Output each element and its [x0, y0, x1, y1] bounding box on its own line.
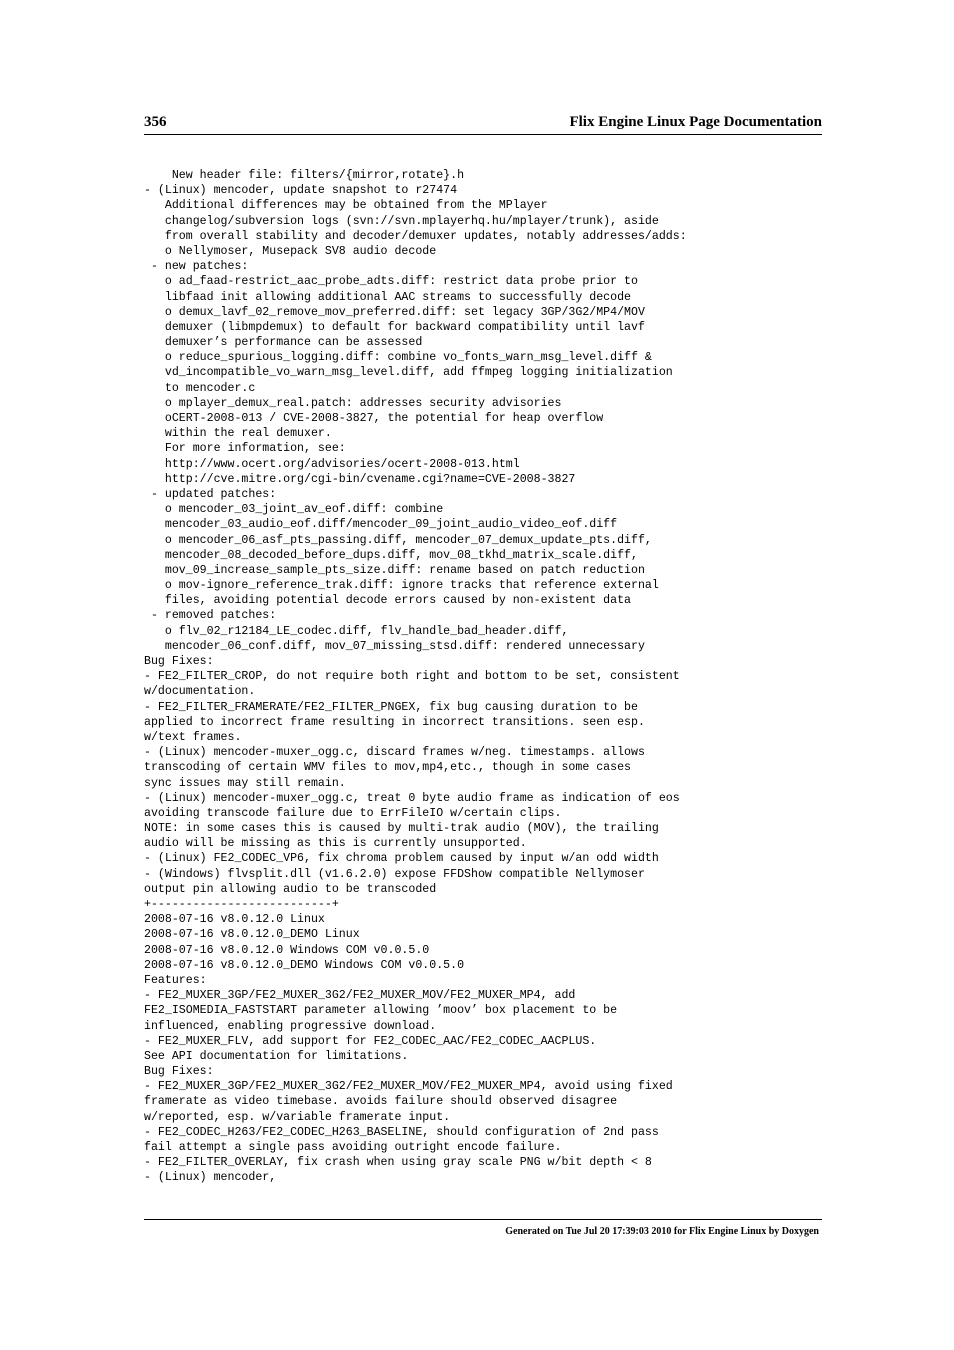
text-line: o Nellymoser, Musepack SV8 audio decode	[144, 244, 437, 258]
page-header	[144, 114, 822, 135]
text-line: demuxer’s performance can be assessed	[144, 336, 423, 350]
text-line: demuxer (libmpdemux) to default for backward compatibility until lavf	[144, 320, 645, 334]
text-line: +--------------------------+	[144, 898, 339, 911]
text-line: Additional differences may be obtained from the MPlayer	[144, 199, 548, 213]
text-line: - FE2_CODEC_H263/FE2_CODEC_H263_BASELINE, should configuration of 2nd pass	[144, 1125, 659, 1139]
text-line: - FE2_FILTER_OVERLAY, fix crash when using gray scale PNG w/bit depth < 8	[144, 1156, 652, 1170]
text-line: Bug Fixes:	[144, 1065, 214, 1079]
page-number: 356	[144, 114, 167, 130]
text-line: - (Linux) FE2_CODEC_VP6, fix chroma problem caused by input w/an odd width	[144, 852, 659, 866]
text-line: mencoder_06_conf.diff, mov_07_missing_stsd.diff: rendered unnecessary	[144, 639, 645, 653]
text-line: o demux_lavf_02_remove_mov_preferred.diff: set legacy 3GP/3G2/MP4/MOV	[144, 305, 645, 319]
text-line: Bug Fixes:	[144, 655, 214, 668]
text-line: to mencoder.c	[144, 381, 256, 395]
text-line: - FE2_FILTER_CROP, do not require both right and bottom to be set, consistent	[144, 670, 680, 684]
text-line: Features:	[144, 973, 207, 987]
text-line: - (Windows) flvsplit.dll (v1.6.2.0) expose FFDShow compatible Nellymoser	[144, 867, 645, 881]
text-line: mencoder_08_decoded_before_dups.diff, mov_08_tkhd_matrix_scale.diff,	[144, 548, 638, 562]
text-line: - (Linux) mencoder,	[144, 1171, 277, 1185]
text-line: - FE2_MUXER_FLV, add support for FE2_CODEC_AAC/FE2_CODEC_AACPLUS.	[144, 1034, 597, 1048]
text-line: http://cve.mitre.org/cgi-bin/cvename.cgi?name=CVE-2008-3827	[144, 472, 576, 486]
text-line: - (Linux) mencoder-muxer_ogg.c, discard frames w/neg. timestamps. allows	[144, 746, 645, 760]
generated-note: Generated on Tue Jul 20 17:39:03 2010 for Flix Engine Linux by Doxygen	[505, 1226, 819, 1237]
text-line: o flv_02_r12184_LE_codec.diff, flv_handle_bad_header.diff,	[144, 624, 569, 638]
text-line: applied to incorrect frame resulting in incorrect transitions. seen esp.	[144, 715, 645, 729]
text-line: 2008-07-16 v8.0.12.0 Windows COM v0.0.5.0	[144, 943, 430, 957]
text-line: vd_incompatible_vo_warn_msg_level.diff, add ffmpeg logging initialization	[144, 366, 673, 380]
text-line: - FE2_FILTER_FRAMERATE/FE2_FILTER_PNGEX, fix bug causing duration to be	[144, 700, 638, 714]
text-line: - (Linux) mencoder-muxer_ogg.c, treat 0 byte audio frame as indication of eos	[144, 791, 680, 805]
text-line: oCERT-2008-013 / CVE-2008-3827, the potential for heap overflow	[144, 412, 604, 425]
text-line: o reduce_spurious_logging.diff: combine vo_fonts_warn_msg_level.diff &	[144, 351, 652, 365]
document-title: Flix Engine Linux Page Documentation	[569, 114, 822, 130]
text-line: w/documentation.	[144, 685, 256, 699]
text-line: 2008-07-16 v8.0.12.0_DEMO Linux	[144, 928, 360, 942]
text-line: o ad_faad-restrict_aac_probe_adts.diff: restrict data probe prior to	[144, 275, 638, 289]
text-line: o mplayer_demux_real.patch: addresses security advisories	[144, 396, 562, 410]
text-line: sync issues may still remain.	[144, 776, 346, 790]
text-line: New header file: filters/{mirror,rotate}.h	[144, 169, 465, 182]
changelog-text	[144, 168, 822, 1186]
text-line: audio will be missing as this is currently unsupported.	[144, 837, 527, 851]
text-line: FE2_ISOMEDIA_FASTSTART parameter allowing ’moov’ box placement to be	[144, 1004, 618, 1018]
page-footer	[144, 1219, 822, 1237]
text-line: framerate as video timebase. avoids failure should observed disagree	[144, 1095, 618, 1109]
text-line: transcoding of certain WMV files to mov,mp4,etc., though in some cases	[144, 761, 632, 775]
text-line: NOTE: in some cases this is caused by multi-trak audio (MOV), the trailing	[144, 822, 659, 836]
text-line: mencoder_03_audio_eof.diff/mencoder_09_joint_audio_video_eof.diff	[144, 518, 618, 532]
text-line: - new patches:	[144, 260, 249, 274]
text-line: w/reported, esp. w/variable framerate input.	[144, 1110, 451, 1124]
text-line: w/text frames.	[144, 730, 242, 744]
text-line: within the real demuxer.	[144, 427, 332, 441]
text-line: - updated patches:	[144, 487, 277, 501]
text-line: influenced, enabling progressive download.	[144, 1019, 437, 1033]
text-line: 2008-07-16 v8.0.12.0_DEMO Windows COM v0.0.5.0	[144, 958, 465, 972]
text-line: - removed patches:	[144, 609, 277, 623]
text-line: from overall stability and decoder/demuxer updates, notably addresses/adds:	[144, 229, 687, 243]
text-line: avoiding transcode failure due to ErrFileIO w/certain clips.	[144, 806, 562, 820]
text-line: For more information, see:	[144, 442, 346, 456]
text-line: fail attempt a single pass avoiding outright encode failure.	[144, 1141, 562, 1154]
text-line: 2008-07-16 v8.0.12.0 Linux	[144, 913, 325, 927]
text-line: o mencoder_06_asf_pts_passing.diff, mencoder_07_demux_update_pts.diff,	[144, 533, 652, 547]
text-line: output pin allowing audio to be transcoded	[144, 882, 437, 896]
text-line: o mov-ignore_reference_trak.diff: ignore tracks that reference external	[144, 579, 659, 593]
text-line: changelog/subversion logs (svn://svn.mplayerhq.hu/mplayer/trunk), aside	[144, 214, 659, 228]
text-line: - FE2_MUXER_3GP/FE2_MUXER_3G2/FE2_MUXER_MOV/FE2_MUXER_MP4, add	[144, 989, 576, 1003]
text-line: - (Linux) mencoder, update snapshot to r27474	[144, 184, 458, 198]
text-line: libfaad init allowing additional AAC streams to successfully decode	[144, 290, 632, 304]
text-line: See API documentation for limitations.	[144, 1049, 409, 1063]
text-line: files, avoiding potential decode errors caused by non-existent data	[144, 594, 632, 608]
text-line: http://www.ocert.org/advisories/ocert-2008-013.html	[144, 457, 520, 471]
text-line: - FE2_MUXER_3GP/FE2_MUXER_3G2/FE2_MUXER_MOV/FE2_MUXER_MP4, avoid using fixed	[144, 1080, 673, 1094]
text-line: mov_09_increase_sample_pts_size.diff: rename based on patch reduction	[144, 563, 645, 577]
text-line: o mencoder_03_joint_av_eof.diff: combine	[144, 503, 444, 517]
